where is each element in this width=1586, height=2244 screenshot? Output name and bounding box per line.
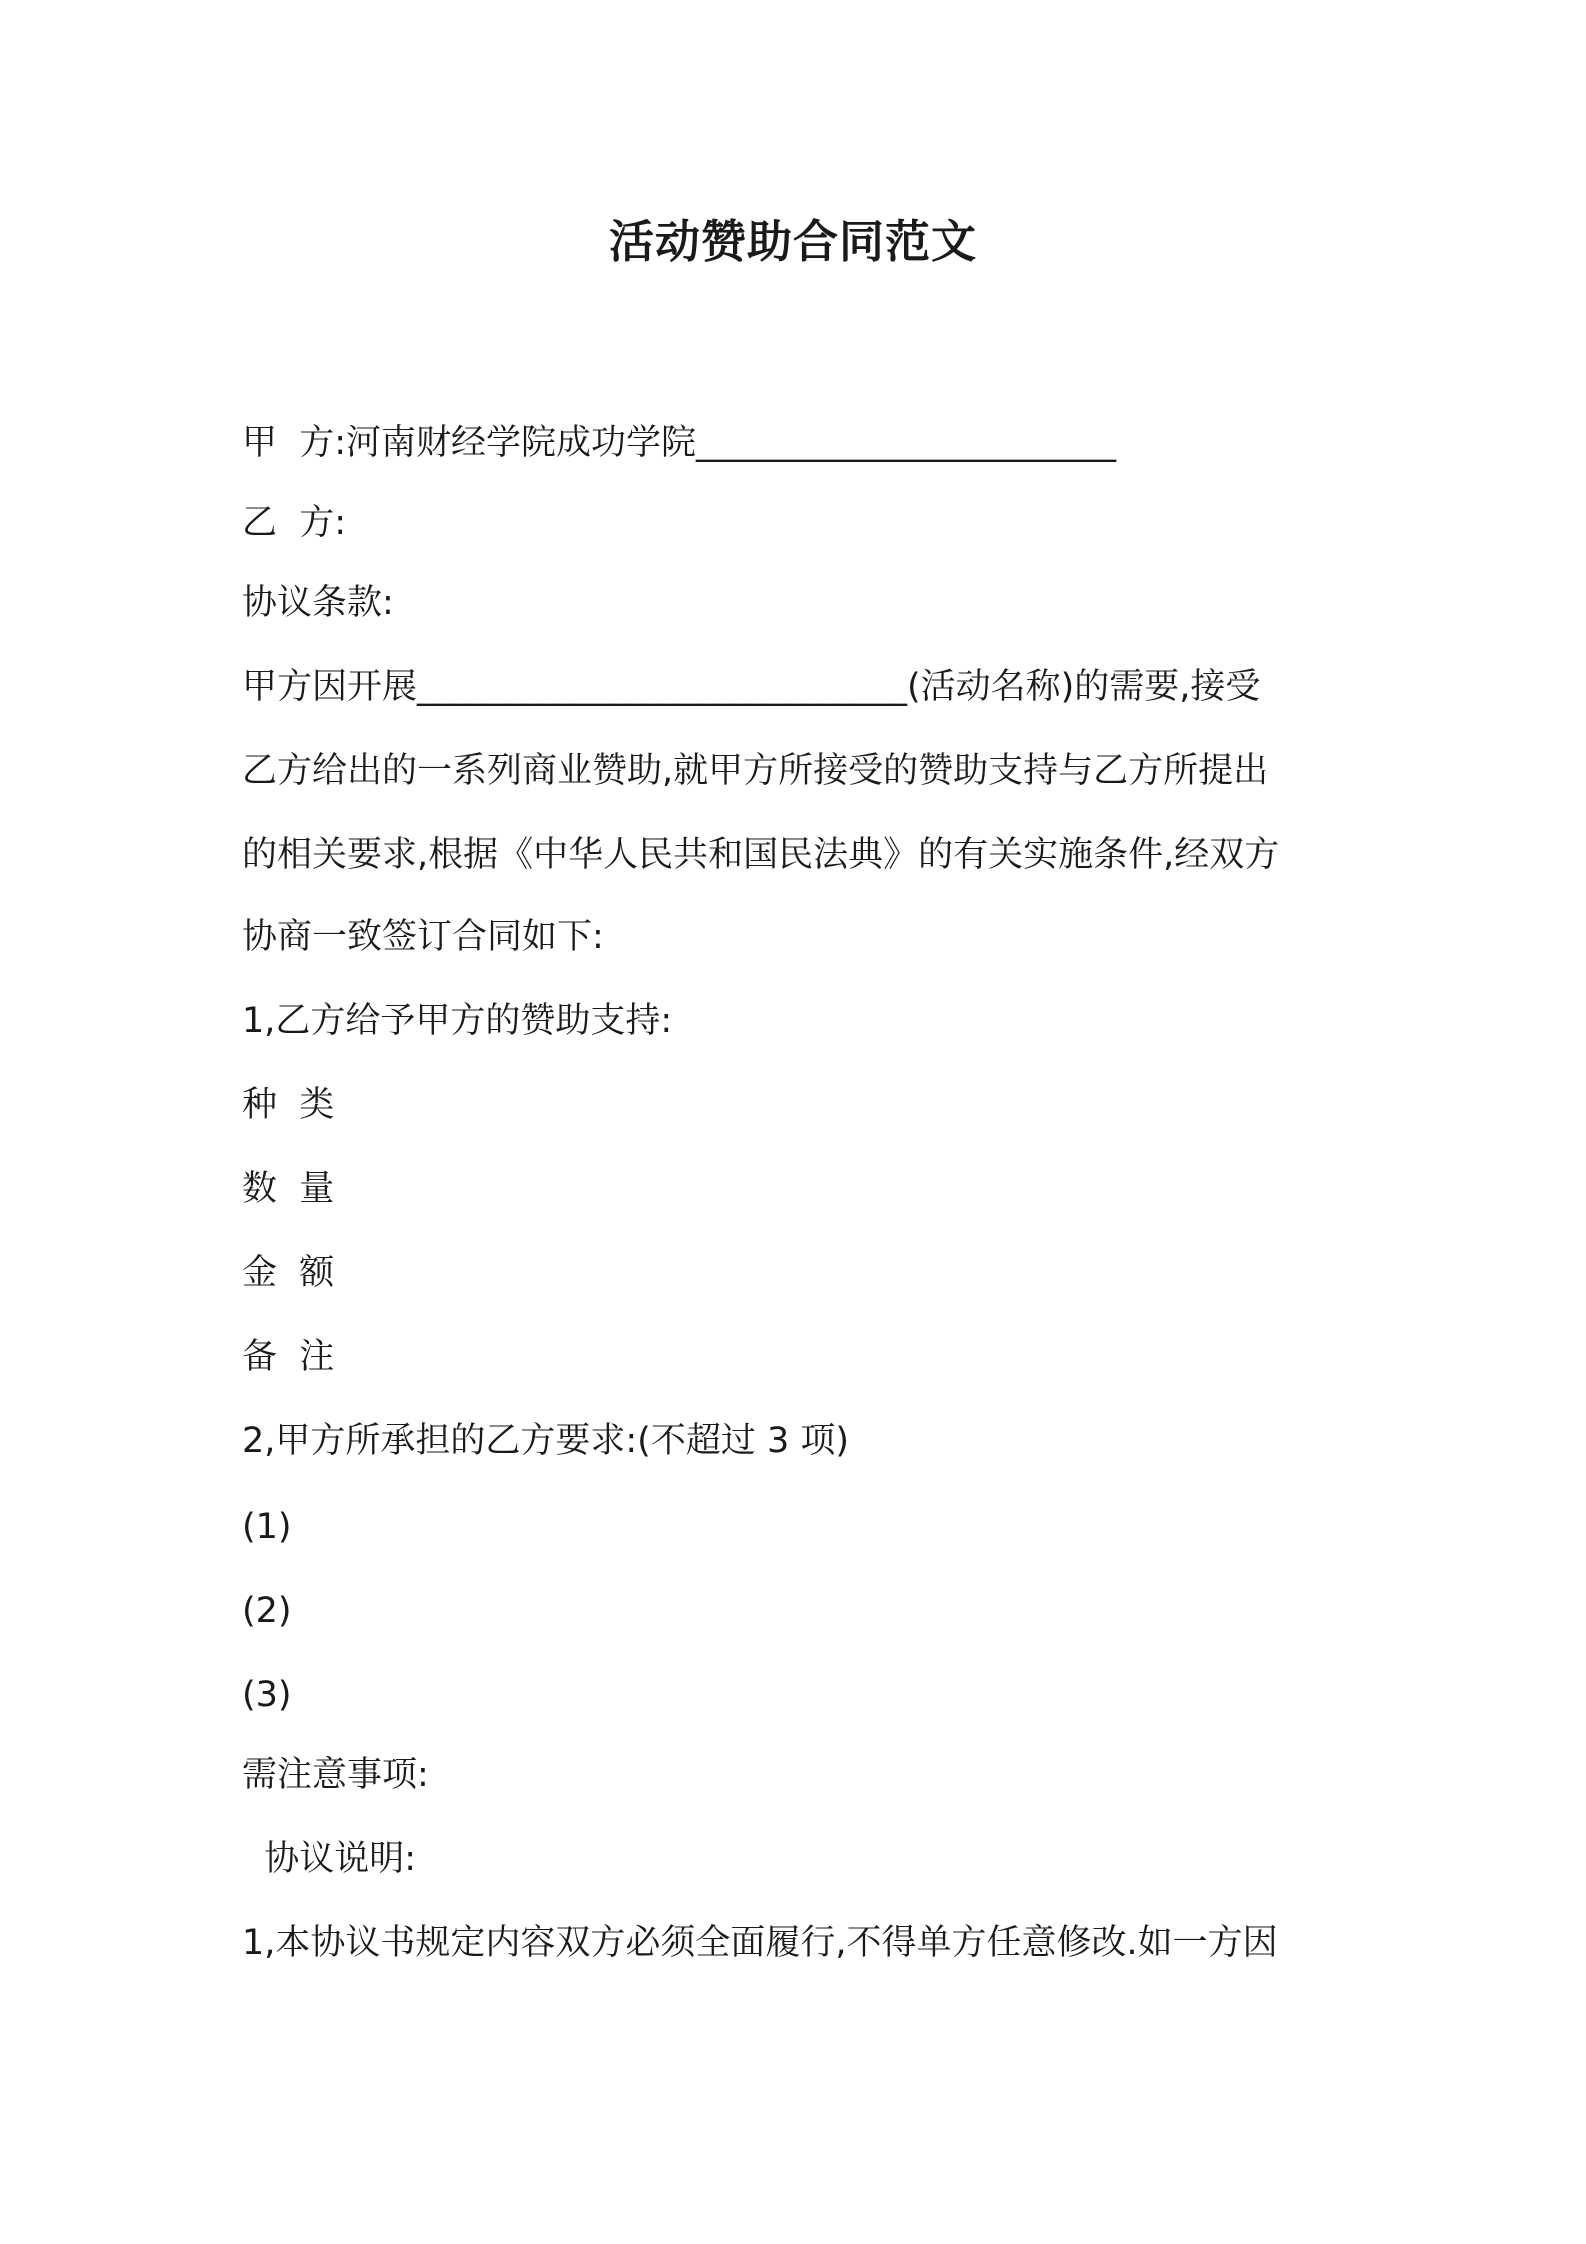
- paragraph-line: 的相关要求,根据《中华人民共和国民法典》的有关实施条件,经双方: [242, 835, 1280, 875]
- paragraph-line: 甲方因开展____________________________(活动名称)的需要,接受: [242, 667, 1261, 707]
- party-a-line: 甲 方:河南财经学院成功学院________________________: [242, 423, 1117, 463]
- field-label: 备 注: [242, 1337, 335, 1377]
- list-item: (3): [242, 1675, 292, 1715]
- agreement-heading: 协议说明:: [242, 1839, 417, 1879]
- party-b-line: 乙 方:: [242, 503, 347, 543]
- section-heading: 2,甲方所承担的乙方要求:(不超过 3 项): [242, 1421, 850, 1461]
- notes-heading: 需注意事项:: [242, 1755, 429, 1795]
- document-title: 活动赞助合同范文: [608, 215, 977, 268]
- paragraph-line: 协商一致签订合同如下:: [242, 917, 604, 957]
- list-item: (2): [242, 1591, 292, 1631]
- field-label: 数 量: [242, 1169, 335, 1209]
- section-heading: 1,乙方给予甲方的赞助支持:: [242, 1001, 673, 1041]
- paragraph-line: 乙方给出的一系列商业赞助,就甲方所接受的赞助支持与乙方所提出: [242, 751, 1269, 791]
- terms-heading: 协议条款:: [242, 583, 394, 623]
- field-label: 金 额: [242, 1253, 335, 1293]
- paragraph-line: 1,本协议书规定内容双方必须全面履行,不得单方任意修改.如一方因: [242, 1923, 1278, 1963]
- field-label: 种 类: [242, 1085, 335, 1125]
- list-item: (1): [242, 1507, 292, 1547]
